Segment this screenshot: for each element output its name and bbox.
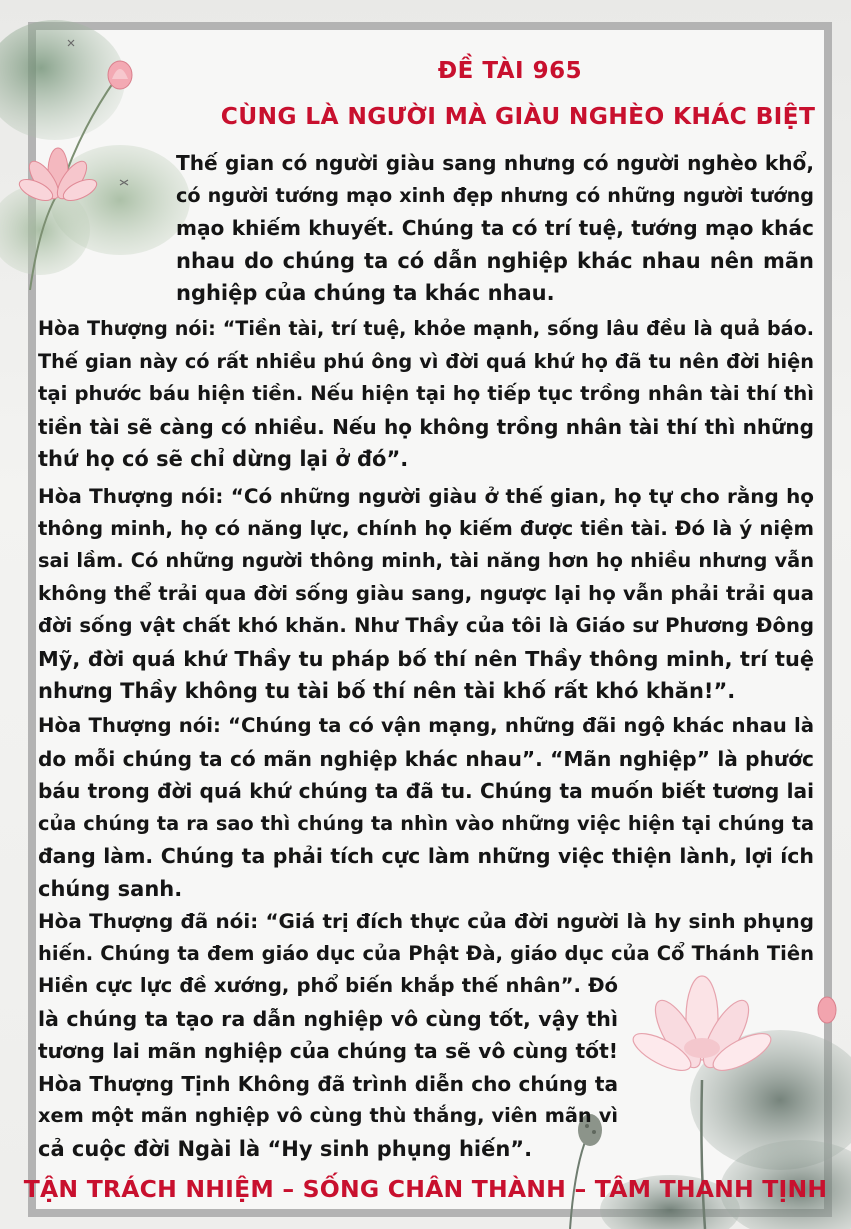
paragraph-2 [38,313,814,476]
text-line: báu trong đời quá khứ chúng ta đã tu. Chúng ta muốn biết tương lai [38,779,814,803]
text-line: thứ họ có sẽ chỉ dừng lại ở đó”. [38,447,409,471]
text-line: Hòa Thượng nói: “Chúng ta có vận mạng, những đãi ngộ khác nhau là [38,714,814,737]
text-line: không thể trải qua đời sống giàu sang, ngược lại họ vẫn phải trải qua [38,581,814,605]
text-line: Hòa Thượng nói: “Tiền tài, trí tuệ, khỏe mạnh, sống lâu đều là quả báo. [38,317,814,340]
footer-motto: TẬN TRÁCH NHIỆM – SỐNG CHÂN THÀNH – TÂM THANH TỊNH [23,1175,828,1203]
text-line: đang làm. Chúng ta phải tích cực làm những việc thiện lành, lợi ích [38,844,814,868]
text-line: Thế gian có người giàu sang nhưng có người nghèo khổ, [176,151,814,175]
text-line: Mỹ, đời quá khứ Thầy tu pháp bố thí nên Thầy thông minh, trí tuệ [38,646,814,671]
paragraph-5-narrow [38,970,618,1165]
text-line: chúng sanh. [38,876,183,901]
paragraph-4 [38,710,814,905]
text-line: Hòa Thượng nói: “Có những người giàu ở thế gian, họ tự cho rằng họ [38,484,814,508]
lotus-painting-top-left [0,0,190,290]
text-line: hiến. Chúng ta đem giáo dục của Phật Đà, giáo dục của Cổ Thánh Tiên [38,941,814,965]
text-line: tương lai mãn nghiệp của chúng ta sẽ vô cùng tốt! [38,1039,618,1063]
text-line: Hiền cực lực đề xướng, phổ biến khắp thế nhân”. Đó [38,974,618,997]
text-line: nhưng Thầy không tu tài bố thí nên tài khố rất khó khăn!”. [38,679,736,703]
text-line: có người tướng mạo xinh đẹp nhưng có những người tướng [176,183,814,207]
text-line: tại phước báu hiện tiền. Nếu hiện tại họ tiếp tục trồng nhân tài thí thì [38,382,814,405]
text-line: nhau do chúng ta có dẫn nghiệp khác nhau nên mãn [176,248,814,273]
text-line: mạo khiếm khuyết. Chúng ta có trí tuệ, tướng mạo khác [176,216,814,240]
intro-paragraph [176,147,814,310]
text-line: nghiệp của chúng ta khác nhau. [176,281,555,305]
text-line: sai lầm. Có những người thông minh, tài năng hơn họ nhiều nhưng vẫn [38,549,814,572]
paragraph-3 [38,480,814,708]
text-line: do mỗi chúng ta có mãn nghiệp khác nhau”. “Mãn nghiệp” là phước [38,746,814,771]
page-title: ĐỀ TÀI 965 [437,58,583,84]
text-line: đời sống vật chất khó khăn. Như Thầy của tôi là Giáo sư Phương Đông [38,614,814,637]
text-line: Hòa Thượng đã nói: “Giá trị đích thực của đời người là hy sinh phụng [38,909,814,933]
page-subtitle: CÙNG LÀ NGƯỜI MÀ GIÀU NGHÈO KHÁC BIỆT [220,102,816,130]
text-line: tiền tài sẽ càng có nhiều. Nếu họ không trồng nhân tài thí thì những [38,414,814,439]
text-line: thông minh, họ có năng lực, chính họ kiếm được tiền tài. Đó là ý niệm [38,516,814,540]
text-line: của chúng ta ra sao thì chúng ta nhìn vào những việc hiện tại chúng ta [38,811,814,835]
text-line: cả cuộc đời Ngài là “Hy sinh phụng hiến”. [38,1136,533,1161]
text-line: Thế gian này có rất nhiều phú ông vì đời quá khứ họ đã tu nên đời hiện [38,349,814,373]
text-line: xem một mãn nghiệp vô cùng thù thắng, viên mãn vì [38,1104,618,1127]
paragraph-5-full-width [38,905,814,970]
text-line: Hòa Thượng Tịnh Không đã trình diễn cho chúng ta [38,1071,618,1096]
text-line: là chúng ta tạo ra dẫn nghiệp vô cùng tốt, vậy thì [38,1006,618,1031]
